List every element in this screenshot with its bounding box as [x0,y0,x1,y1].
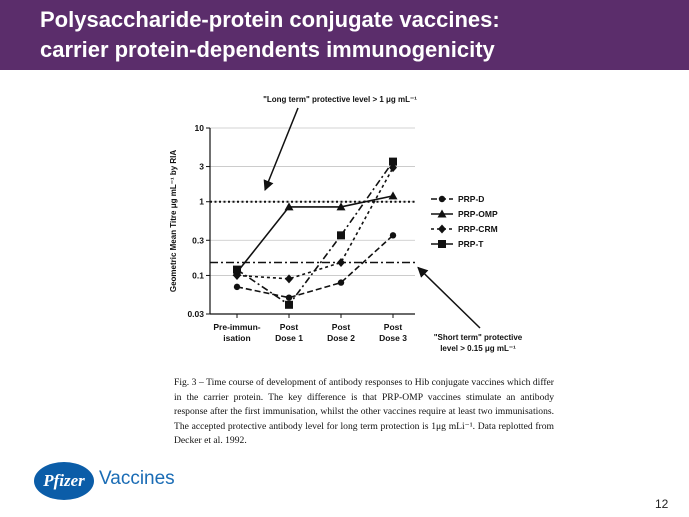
antibody-response-chart [150,82,550,362]
annotation-short-term-arrow [418,267,480,328]
title-bar [0,0,689,70]
legend-label-0: PRP-D [458,194,485,204]
series-line-prp-omp [237,196,393,273]
series-line-prp-d [237,235,393,297]
series-line-prp-t [237,162,393,305]
annotation-long-term-arrow [265,108,298,190]
series-point-prp-t-3 [389,158,397,166]
x-tick-label-1: Post Dose 1 [275,322,303,343]
legend-label-2: PRP-CRM [458,224,498,234]
legend-label-1: PRP-OMP [458,209,498,219]
x-tick-label-2: Post Dose 2 [327,322,355,343]
y-tick-label-4: 0.1 [192,270,204,281]
annotation-short-term: "Short term" protective level > 0.15 μg mL⁻¹ [433,333,523,353]
x-tick-label-0: Pre-immun-isation [213,322,261,343]
series-point-prp-d-0 [234,284,240,290]
series-point-prp-d-2 [338,279,344,285]
legend-marker-0 [439,196,445,202]
series-point-prp-t-0 [233,266,241,274]
page-number: 12 [655,497,669,511]
legend-label-3: PRP-T [458,239,484,249]
x-tick-label-3: Post Dose 3 [379,322,407,343]
y-tick-label-5: 0.03 [187,309,204,319]
pfizer-logo-mark: Pfizer [34,462,94,500]
y-tick-label-2: 1 [199,196,204,207]
series-point-prp-t-2 [337,231,345,239]
series-point-prp-omp-3 [389,191,398,199]
pfizer-logo [34,462,184,502]
slide-title-line-1: Polysaccharide-protein conjugate vaccines: [40,7,500,32]
brand-label: Vaccines [99,468,175,489]
y-tick-label-0: 10 [194,123,204,133]
legend-marker-3 [438,240,446,248]
y-tick-label-3: 0.3 [192,235,204,246]
figure-caption: Fig. 3 – Time course of development of antibody responses to Hib conjugate vaccines which differ in the carrier protein. The key difference is that PRP-OMP vaccines stimulate an antibody response after the first immunisation, whilst the other vaccines require at least two immunisations. The accepted protective antibody level for long term protection is 1μg mLi⁻¹. Data replotted from Decker et al. 1992. [174,377,554,447]
series-point-prp-d-3 [390,232,396,238]
y-tick-label-1: 3 [199,161,204,172]
series-point-prp-d-1 [286,294,292,300]
series-point-prp-t-1 [285,301,293,309]
series-point-prp-crm-2 [337,258,345,267]
y-axis-title: Geometric Mean Titre μg mL⁻¹ by RIA [169,149,178,293]
annotation-long-term: "Long term" protective level > 1 μg mL⁻¹ [263,95,417,104]
slide-title-line-2: carrier protein-dependents immunogenicity [40,37,495,62]
legend-marker-2 [438,225,446,234]
